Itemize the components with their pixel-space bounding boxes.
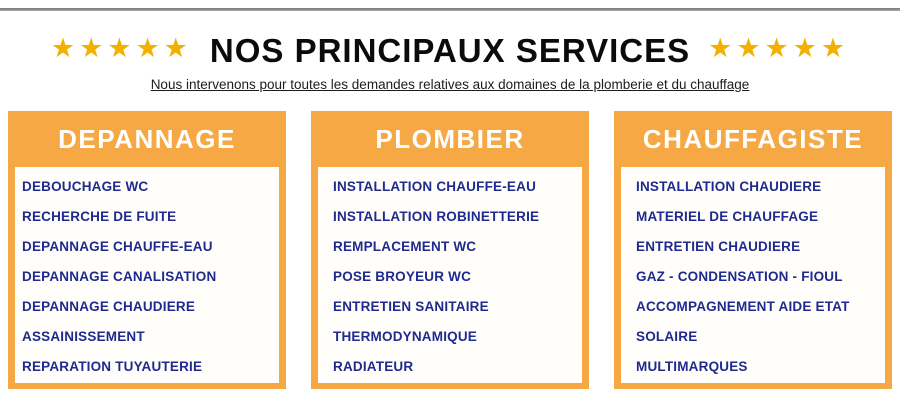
column-plombier-list: [318, 167, 582, 383]
service-link[interactable]: MATERIEL DE CHAUFFAGE: [636, 208, 819, 224]
column-chauffagiste: [614, 111, 892, 389]
service-link[interactable]: REPARATION TUYAUTERIE: [22, 358, 203, 374]
service-link[interactable]: INSTALLATION CHAUDIERE: [636, 178, 822, 194]
service-link[interactable]: INSTALLATION CHAUFFE-EAU: [333, 178, 537, 194]
service-link[interactable]: REMPLACEMENT WC: [333, 238, 477, 254]
service-link[interactable]: ENTRETIEN CHAUDIERE: [636, 238, 801, 254]
service-link[interactable]: POSE BROYEUR WC: [333, 268, 472, 284]
column-chauffagiste-list: [621, 167, 885, 383]
service-link[interactable]: RADIATEUR: [333, 358, 414, 374]
service-link[interactable]: GAZ - CONDENSATION - FIOUL: [636, 268, 843, 284]
service-link[interactable]: ENTRETIEN SANITAIRE: [333, 298, 489, 314]
column-chauffagiste-title: CHAUFFAGISTE: [642, 123, 864, 154]
stars-left-icon: ★★★★★: [50, 33, 192, 63]
column-plombier: [311, 111, 589, 389]
stars-right-icon: ★★★★★: [708, 33, 850, 63]
services-page: [0, 8, 900, 403]
column-depannage-title: DEPANNAGE: [58, 123, 236, 154]
service-link[interactable]: DEPANNAGE CHAUDIERE: [22, 298, 196, 314]
top-divider: [0, 8, 900, 11]
service-link[interactable]: THERMODYNAMIQUE: [333, 328, 477, 344]
service-link[interactable]: MULTIMARQUES: [636, 358, 748, 374]
service-link[interactable]: INSTALLATION ROBINETTERIE: [333, 208, 540, 224]
column-plombier-title: PLOMBIER: [375, 123, 525, 154]
service-columns: [8, 111, 892, 389]
service-link[interactable]: SOLAIRE: [636, 328, 698, 344]
service-link[interactable]: DEPANNAGE CHAUFFE-EAU: [22, 238, 213, 254]
service-link[interactable]: RECHERCHE DE FUITE: [22, 208, 177, 224]
column-depannage: [8, 111, 286, 389]
service-link[interactable]: DEPANNAGE CANALISATION: [22, 268, 217, 284]
service-link[interactable]: ASSAINISSEMENT: [22, 328, 145, 344]
service-link[interactable]: ACCOMPAGNEMENT AIDE ETAT: [636, 298, 850, 314]
service-link[interactable]: DEBOUCHAGE WC: [22, 178, 149, 194]
title-row: [0, 34, 900, 67]
column-depannage-list: [15, 167, 279, 383]
page-subtitle: Nous intervenons pour toutes les demandes relatives aux domaines de la plomberie et du chauffage: [150, 77, 750, 92]
page-title: NOS PRINCIPAUX SERVICES: [209, 32, 691, 69]
